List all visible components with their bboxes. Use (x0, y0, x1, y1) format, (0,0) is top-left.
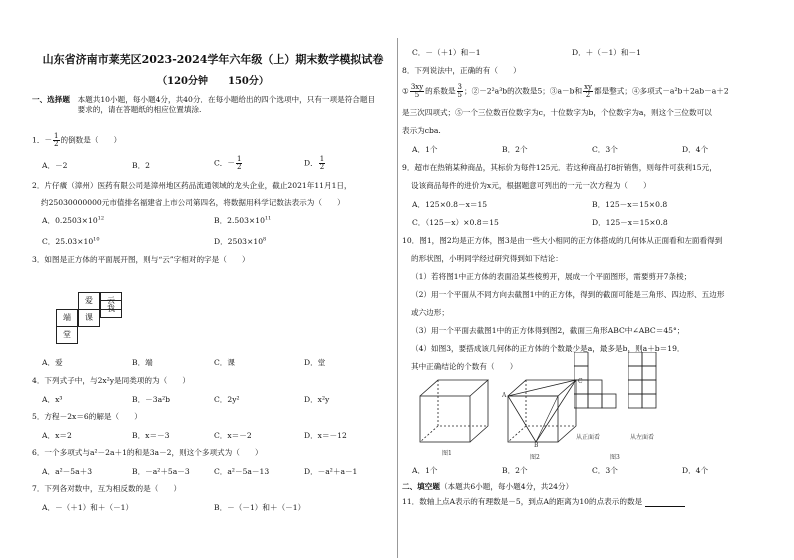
exam-subtitle: （120分钟 150分） (157, 76, 269, 87)
q10-option-d[interactable]: D．4个 (682, 466, 709, 475)
q3-option-c[interactable]: C．课 (214, 358, 235, 367)
q10-line1: 10．图1，图2均是正方体，图3是由一些大小相同的正方体搭成的几何体从正面看和左面看得到 (402, 236, 723, 245)
q9-line1: 9．超市在热销某种商品，其标价为每件125元．若这种商品打8折销售，则每件可获利15元， (402, 163, 717, 172)
q4-option-b[interactable]: B．－3a²b (132, 395, 171, 404)
q5-stem: 5．方程－2x＝6的解是（ ） (32, 412, 142, 421)
q2-line2: 约25030000000元市值排名福建省上市公司第四名，将数据用科学记数法表示为（ ） (41, 198, 345, 207)
q8-stem: 8．下列说法中，正确的有（ ） (402, 66, 521, 75)
right-column (402, 0, 774, 560)
figure1-cube (416, 378, 496, 446)
q8-option-b[interactable]: B．2个 (502, 145, 528, 154)
q7-option-c[interactable]: C．－（＋1）和－1 (412, 48, 481, 57)
q11-answer-blank[interactable] (645, 498, 685, 507)
q2-option-a[interactable]: A．$0.2503\times 10^{12}$ (42, 215, 105, 225)
q2-option-d[interactable]: D．$2503\times 10^8$ (214, 236, 267, 246)
q10-option-b[interactable]: B．2个 (502, 466, 528, 475)
figure2-caption: 图2 (530, 454, 540, 461)
q5-option-b[interactable]: B．x＝－3 (132, 431, 170, 440)
q10-statement-2b: 或六边形； (411, 308, 449, 317)
q1-option-d[interactable]: D． $\frac{1}{2}$ (304, 155, 325, 171)
q11-stem: 11．数轴上点A表示的有理数是－5，到点A的距离为10的点表示的数是 (402, 497, 685, 507)
figure3-left-view (628, 352, 674, 428)
net-cell-1: 我 (100, 300, 122, 318)
q8-option-d[interactable]: D．4个 (682, 145, 709, 154)
q5-option-a[interactable]: A．x＝2 (42, 431, 72, 440)
left-column (32, 0, 394, 560)
q6-option-c[interactable]: C．a²－5a－13 (214, 467, 270, 476)
q9-option-a[interactable]: A．125×0.8－x＝15 (412, 200, 488, 209)
q8-option-a[interactable]: A．1个 (412, 145, 438, 154)
q5-option-c[interactable]: C．x＝－2 (214, 431, 252, 440)
exam-title: 山东省济南市莱芜区2023-2024学年六年级（上）期末数学模拟试卷 (42, 53, 384, 66)
q7-option-d[interactable]: D．＋（－1）和－1 (572, 48, 641, 57)
q7-option-b[interactable]: B．－（－1）和＋（－1） (214, 503, 306, 512)
q9-option-d[interactable]: D．125－x＝15×0.8 (592, 218, 668, 227)
figure2-cube-section (504, 378, 584, 446)
net-cell-2: 爱 (78, 292, 100, 310)
front-view-caption: 从正面看 (576, 434, 601, 441)
point-c-label: C (578, 378, 583, 385)
q9-option-c[interactable]: C．（125－x）×0.8＝15 (412, 218, 499, 227)
q1-option-a[interactable]: A．－2 (42, 161, 68, 170)
q10-line2: 的形状图，小明同学经过研究得到如下结论： (411, 254, 563, 263)
figure1-caption: 图1 (442, 450, 452, 457)
q3-option-b[interactable]: B．端 (132, 358, 153, 367)
q10-statement-1: （1）若将图1中正方体的表面沿某些棱剪开，展成一个平面图形，需要剪开7条棱； (411, 272, 692, 281)
point-b-label: B (534, 442, 539, 449)
q10-count-prompt: 其中正确结论的个数有（ ） (411, 362, 518, 371)
q7-option-a[interactable]: A．－（＋1）和＋（－1） (42, 503, 134, 512)
net-cell-4: 端 (56, 309, 78, 327)
q4-option-d[interactable]: D．x²y (304, 395, 330, 404)
q6-stem: 6．一个多项式与a²－2a＋1的和是3a－2，则这个多项式为（ ） (32, 448, 263, 457)
q4-stem: 4．下列式子中，与2x²y是同类项的为（ ） (32, 376, 190, 385)
q10-option-c[interactable]: C．3个 (592, 466, 618, 475)
q3-option-a[interactable]: A．爱 (42, 358, 63, 367)
section2-header: 二、填空题（本题共6小题，每小题4分，共24分） (402, 482, 574, 491)
q6-option-a[interactable]: A．a²－5a＋3 (42, 467, 93, 476)
q10-option-a[interactable]: A．1个 (412, 466, 438, 475)
q8-line3: 表示为cba. (402, 126, 441, 135)
q8-line1: ① $\frac{3xy}{5}$ 的系数是 $\frac{3}{5}$ ；②－2²a³b的次数是5；③a－b和 $\frac{xy}{2}$ 都是整式；④多项式－a²b＋2ab－a＋2 (402, 83, 729, 99)
figure3-caption: 图3 (610, 454, 620, 461)
q6-option-b[interactable]: B．－a²＋5a－3 (132, 467, 190, 476)
q1-fraction: $\frac{1}{2}$ (54, 132, 59, 148)
q2-option-b[interactable]: B．$2.503\times 10^{11}$ (214, 215, 272, 225)
q1-option-b[interactable]: B．2 (132, 161, 151, 170)
q6-option-d[interactable]: D．－a²＋a－1 (304, 467, 358, 476)
q4-option-a[interactable]: A．x³ (42, 395, 63, 404)
q8-option-c[interactable]: C．3个 (592, 145, 618, 154)
q8-line2: 是三次四项式；⑤一个三位数百位数字为c，十位数字为b，个位数字为a，则这个三位数可以 (402, 108, 712, 117)
q5-option-d[interactable]: D．x＝－12 (304, 431, 347, 440)
net-cell-3: 云 (100, 292, 122, 310)
q2-option-c[interactable]: C．$25.03\times 10^{10}$ (42, 236, 100, 246)
net-cell-5: 课 (78, 309, 100, 327)
q1-option-c[interactable]: C．－ $\frac{1}{2}$ (214, 155, 242, 171)
q9-option-b[interactable]: B．125－x＝15×0.8 (592, 200, 668, 209)
section1-header: 一、选择题 本题共10小题，每小题4分，共40分．在每小题给出的四个选项中，只有一项是符合题目要求的，请在答题纸的相应位置填涂. (32, 95, 376, 114)
q3-option-d[interactable]: D．堂 (304, 358, 326, 367)
figure3-front-view (574, 352, 620, 428)
q10-statement-2a: （2）用一个平面从不同方向去截图1中的正方体，得到的截面可能是三角形、四边形、五边形 (411, 290, 725, 299)
point-a-label: A (502, 392, 507, 399)
q10-statement-4: （4）如图3，要搭成该几何体的正方体的个数最少是a，最多是b，则a＋b＝19． (411, 344, 685, 353)
column-divider (397, 38, 398, 558)
q10-statement-3: （3）用一个平面去截图1中的正方体得到图2，截面三角形ABC中∠ABC＝45°； (411, 326, 685, 335)
q1-stem: 1．－ $\frac{1}{2}$ 的倒数是（ ） (32, 132, 122, 148)
net-cell-6: 堂 (56, 326, 78, 344)
q2-line1: 2．片仔癀（漳州）医药有限公司是漳州地区药品流通领域的龙头企业，截止2021年11月1日， (32, 181, 352, 190)
q4-option-c[interactable]: C．2y² (214, 395, 240, 404)
left-view-caption: 从左面看 (630, 434, 655, 441)
q7-stem: 7．下列各对数中，互为相反数的是（ ） (32, 484, 182, 493)
q9-line2: 设该商品每件的进价为x元，根据题意可列出的一元一次方程为（ ） (411, 181, 651, 190)
q3-stem: 3．如图是正方体的平面展开图，则与“云”字相对的字是（ ） (32, 255, 250, 264)
